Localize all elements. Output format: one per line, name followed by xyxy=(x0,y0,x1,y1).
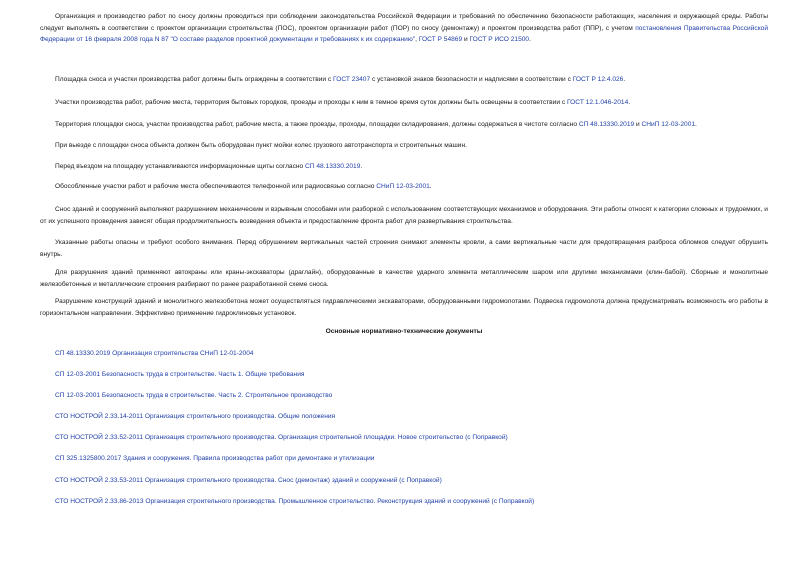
paragraph-text: . xyxy=(623,76,626,83)
paragraph-cleanliness xyxy=(40,119,768,131)
section-heading: Основные нормативно-технические документы xyxy=(325,328,483,335)
document-link[interactable]: СТО НОСТРОЙ 2.33.53-2011 Организация строительного производства. Снос (демонтаж) зданий и сооружений (с Поправкой) xyxy=(55,477,442,484)
paragraph-text: и xyxy=(634,121,642,128)
link-gost-r-12-4-026[interactable]: ГОСТ Р 12.4.026 xyxy=(572,76,624,83)
document-link[interactable]: СП 325.1325800.2017 Здания и сооружения. Правила производства работ при демонтаже и утилизации xyxy=(55,455,375,462)
paragraph-text: . xyxy=(529,36,531,43)
paragraph-info-boards xyxy=(40,161,768,173)
document-link[interactable]: СТО НОСТРОЙ 2.33.52-2011 Организация строительного производства. Организация строительной площадки. Новое строительство (с Поправкой) xyxy=(55,434,508,441)
link-gost-r-iso-21500[interactable]: ГОСТ Р ИСО 21500 xyxy=(469,36,530,43)
document-link[interactable]: СП 48.13330.2019 Организация строительства СНиП 12-01-2004 xyxy=(55,350,254,357)
document-link[interactable]: СТО НОСТРОЙ 2.33.86-2013 Организация строительного производства. Промышленное строительство. Реконструкция зданий и сооружений (с Поправкой) xyxy=(55,498,535,505)
link-government-decree-87[interactable]: постановления Правительства Российской Федерации от 16 февраля 2008 года N 87 "О составе разделов проектной документации и требованиях к их содержанию" xyxy=(40,24,768,43)
link-sp-48-13330-2019[interactable]: СП 48.13330.2019 xyxy=(305,163,361,170)
paragraph-text: Участки производства работ, рабочие места, территория бытовых городков, проезды и проходы к ним в темное время суток должны быть освещены в соответствии с xyxy=(55,99,567,106)
paragraph-text: Снос зданий и сооружений выполняют разрушением механическим и взрывным способами или разборкой с использованием соответствующих механизмов и оборудования. Эти работы относят к категории сложных и трудоемких, и от их успешного проведения зависят общая продолжительность возведения объекта и предоставление фронта работ для развертывания строительства. xyxy=(40,206,768,225)
link-gost-12-1-046-2014[interactable]: ГОСТ 12.1.046-2014 xyxy=(566,99,629,106)
link-sp-48-13330-2019[interactable]: СП 48.13330.2019 xyxy=(578,121,635,128)
paragraph-fencing xyxy=(40,74,768,86)
paragraph-text: Перед въездом на площадку устанавливаются информационные щиты согласно xyxy=(55,163,306,170)
paragraph-text: Организация и производство работ по сносу должны проводиться при соблюдении законодательства Российской Федерации и требований по обеспечению безопасности работающих, населения и окружающей среды. Работы следует выполнять в соответствии с проектом организации строительства (ПОС), проектом организации работ (ПОР) по сносу (демонтажу) и проектом производства работ (ППР), с учетом xyxy=(40,13,768,32)
paragraph-text: Для разрушения зданий применяют автокраны или краны-экскаваторы (драглайн), оборудованные в качестве ударного элемента металлическим шаром или другими механизмами (клин-бабой). Сборные и монолитные железобетонные и металлические строения разбирают по ранее разработанной схеме сноса. xyxy=(40,269,768,288)
paragraph-wheel-washing xyxy=(40,140,768,152)
paragraph-hydraulic xyxy=(40,296,768,319)
paragraph-cranes xyxy=(40,267,768,290)
paragraph-text: и xyxy=(462,36,470,43)
document-link[interactable]: СП 12-03-2001 Безопасность труда в строительстве. Часть 2. Строительное производство xyxy=(55,392,333,399)
paragraph-text: Площадка сноса и участки производства работ должны быть ограждены в соответствии с xyxy=(55,76,334,83)
paragraph-general-requirements xyxy=(40,11,768,46)
paragraph-text: с установкой знаков безопасности и надписями в соответствии с xyxy=(370,76,573,83)
paragraph-lighting xyxy=(40,97,768,109)
paragraph-safety-notes xyxy=(40,237,768,260)
document-link[interactable]: СТО НОСТРОЙ 2.33.14-2011 Организация строительного производства. Общие положения xyxy=(55,413,336,420)
paragraph-text: , xyxy=(415,36,419,43)
paragraph-text: . xyxy=(429,183,432,190)
paragraph-text: Обособленные участки работ и рабочие места обеспечиваются телефонной или радиосвязью согласно xyxy=(55,183,377,190)
paragraph-text: Территория площадки сноса, участки производства работ, рабочие места, а также проезды, проходы, площадки складирования, должны содержаться в чистоте согласно xyxy=(55,121,579,128)
paragraph-demolition-methods xyxy=(40,204,768,227)
paragraph-communication xyxy=(40,181,768,193)
paragraph-text: Указанные работы опасны и требуют особого внимания. Перед обрушением вертикальных частей строения снимают элементы кровли, а сами вертикальные части для предотвращения разброса обломков следует обрушить внутрь. xyxy=(40,239,768,258)
link-snip-12-03-2001[interactable]: СНиП 12-03-2001 xyxy=(641,121,696,128)
link-snip-12-03-2001[interactable]: СНиП 12-03-2001 xyxy=(376,183,430,190)
paragraph-text: Разрушение конструкций зданий и монолитного железобетона может осуществляться гидравлическими экскаваторами, оборудованными гидромолотами. Подвеска гидромолота должна предусматривать возможность его работы в горизонтальном направлении. Эффективно применение гидроклиновых установок. xyxy=(40,298,768,317)
paragraph-text: . xyxy=(628,99,631,106)
link-gost-23407[interactable]: ГОСТ 23407 xyxy=(333,76,371,83)
paragraph-text: . xyxy=(360,163,363,170)
document-link[interactable]: СП 12-03-2001 Безопасность труда в строительстве. Часть 1. Общие требования xyxy=(55,371,305,378)
paragraph-text: При выезде с площадки сноса объекта должен быть оборудован пункт мойки колес грузового автотранспорта и строительных машин. xyxy=(55,142,467,149)
link-gost-r-54869[interactable]: ГОСТ Р 54869 xyxy=(418,36,463,43)
paragraph-text: . xyxy=(695,121,697,128)
